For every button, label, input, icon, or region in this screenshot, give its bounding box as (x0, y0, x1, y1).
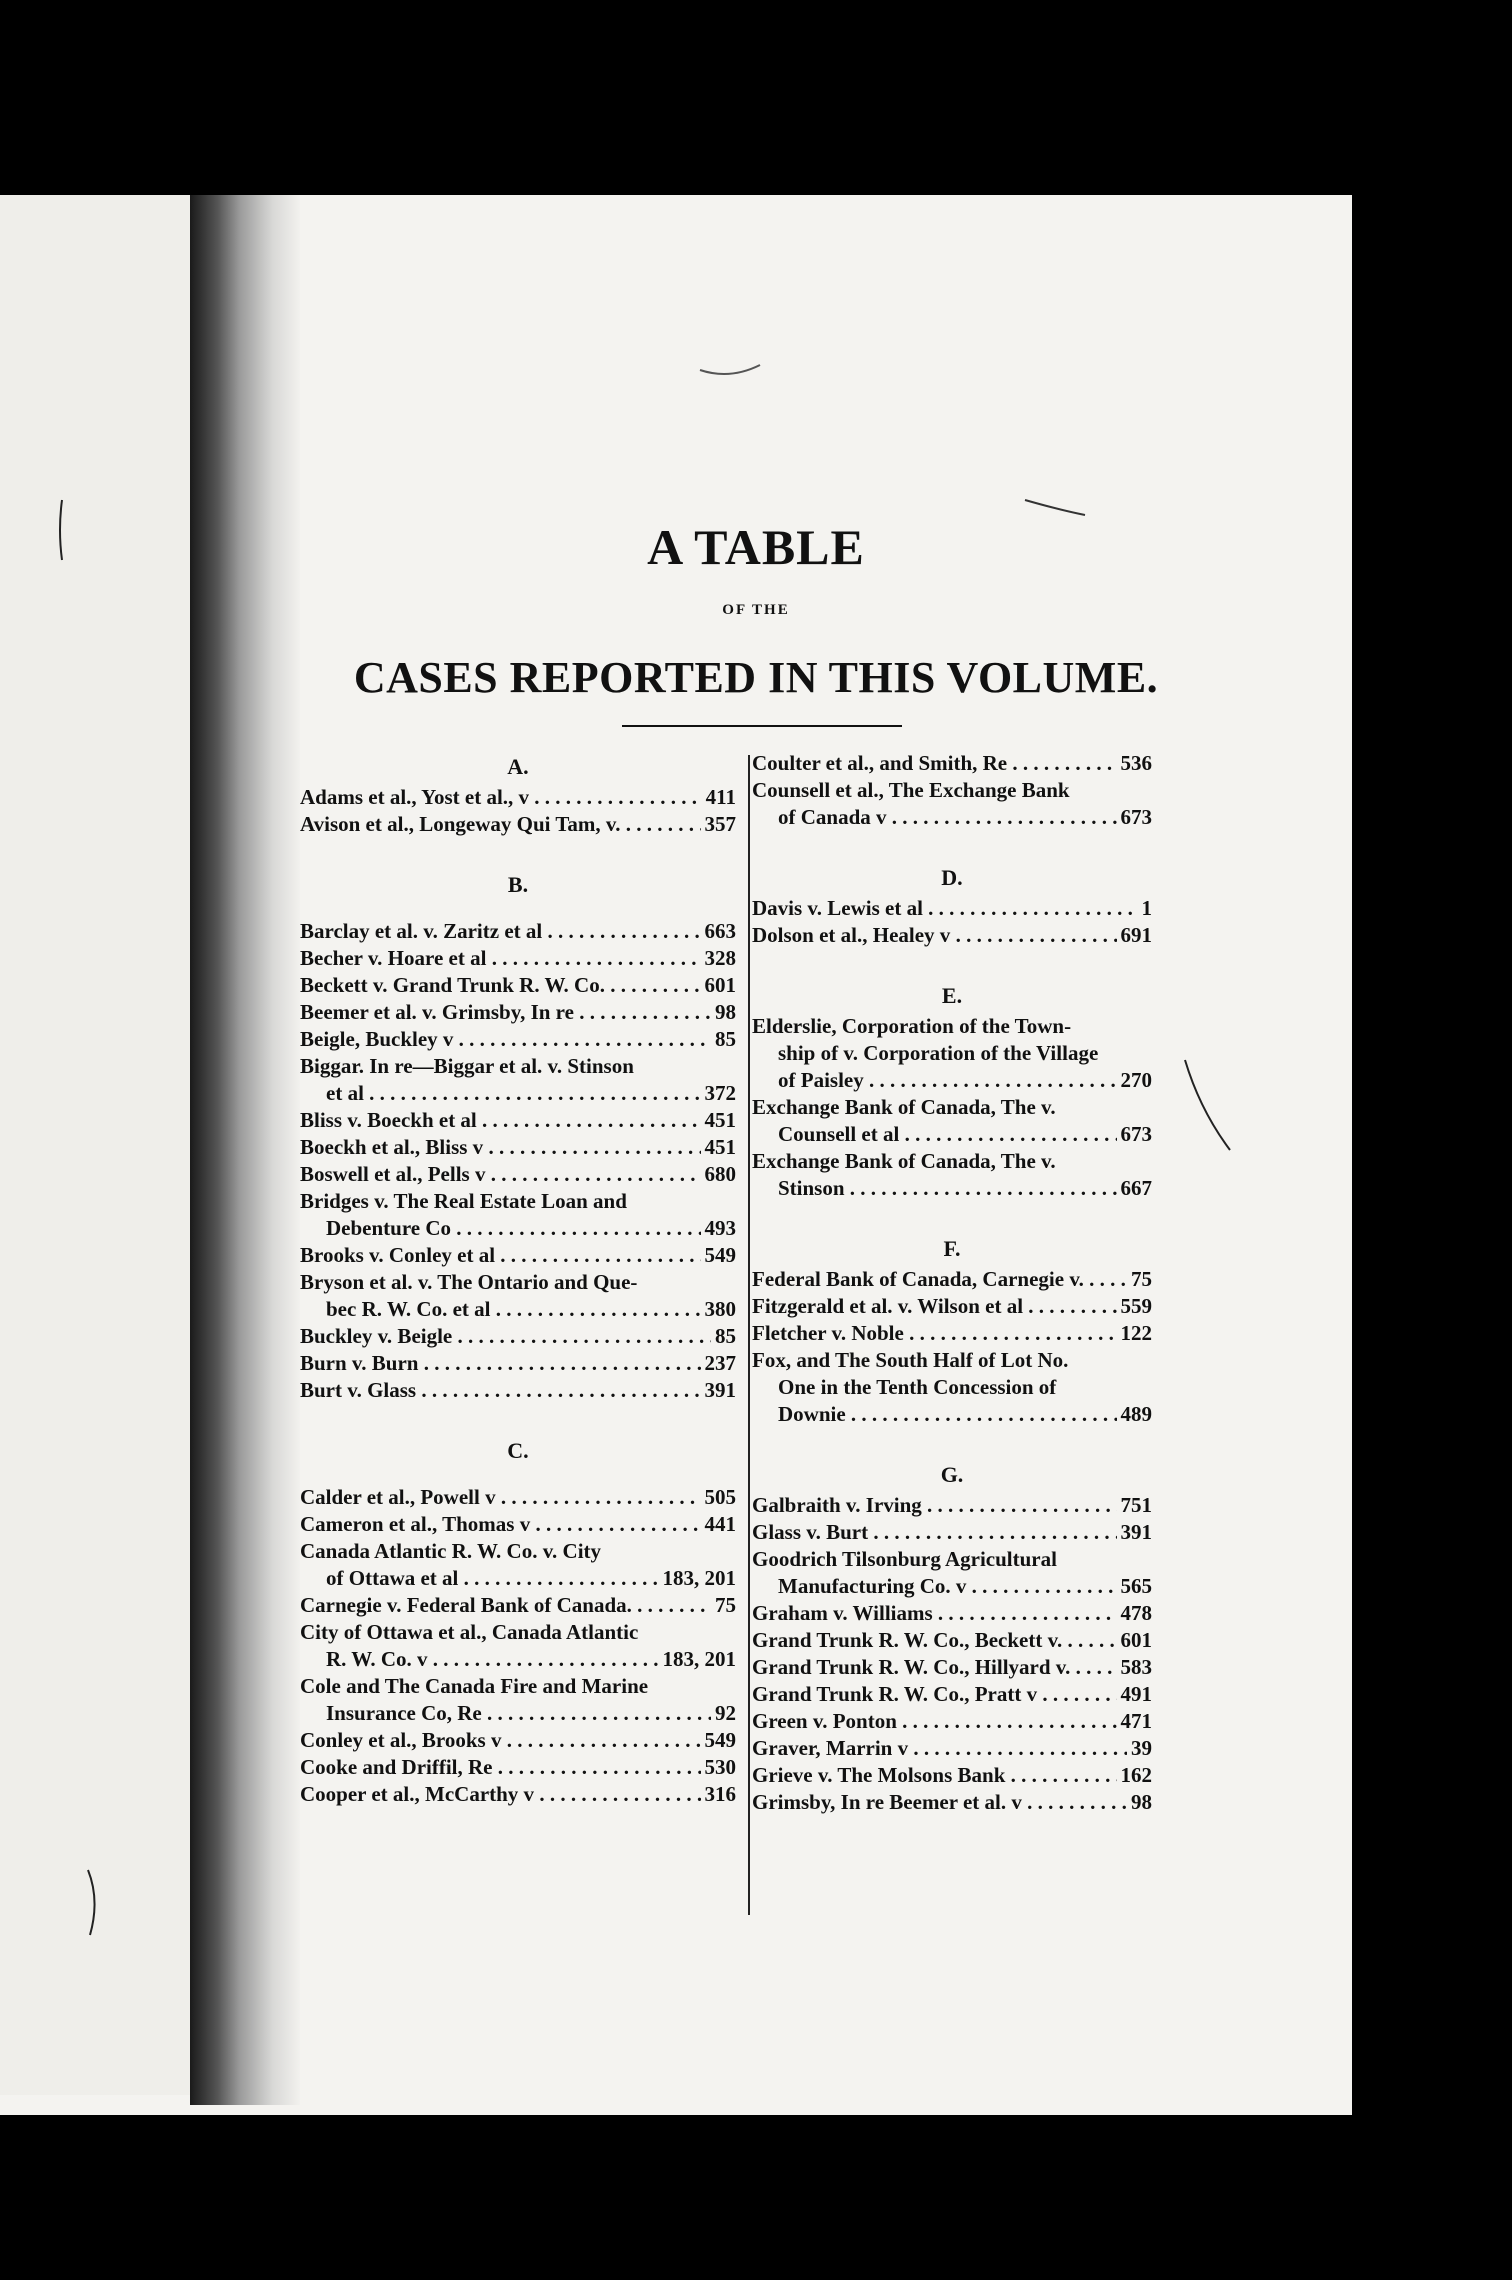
index-entry (752, 1762, 1152, 1789)
case-name-tail: Downie . . . (778, 1401, 1117, 1428)
case-name-cont (300, 1700, 736, 1727)
case-name: Cooper et al., McCarthy v . . . (300, 1781, 701, 1808)
case-name: Brooks v. Conley et al . . . (300, 1242, 701, 1269)
case-name-cont (752, 1121, 1152, 1148)
case-name: Green v. Ponton . . . (752, 1708, 1117, 1735)
index-entry (300, 1026, 736, 1053)
index-entry (300, 1781, 736, 1808)
section-letter: B. (507, 872, 529, 897)
section-gap (300, 838, 736, 868)
index-entry (752, 1492, 1152, 1519)
case-name: Canada Atlantic R. W. Co. v. City (300, 1539, 602, 1563)
case-name-cont (752, 1401, 1152, 1428)
page-number: 1 (1141, 896, 1152, 920)
case-name-cont (300, 1565, 736, 1592)
case-name: Bryson et al. v. The Ontario and Que- (300, 1270, 638, 1294)
case-name: Counsell et al., The Exchange Bank (752, 778, 1070, 802)
section-gap (300, 902, 736, 918)
page-number: 270 (1120, 1068, 1152, 1092)
case-name-tail: et al . . . (326, 1080, 701, 1107)
page-number: 673 (1120, 805, 1152, 829)
page-number: 549 (704, 1728, 736, 1752)
section-gap (752, 1428, 1152, 1458)
index-entry (752, 1013, 1152, 1094)
index-entry (752, 1320, 1152, 1347)
case-name: Biggar. In re—Biggar et al. v. Stinson (300, 1054, 634, 1078)
section-gap (752, 949, 1152, 979)
case-name: Bliss v. Boeckh et al . . . (300, 1107, 701, 1134)
case-name-tail: Counsell et al . . . (778, 1121, 1117, 1148)
page-number: 493 (704, 1216, 736, 1240)
case-name: Grimsby, In re Beemer et al. v . . . (752, 1789, 1127, 1816)
case-name: Davis v. Lewis et al . . . (752, 895, 1138, 922)
case-name: Dolson et al., Healey v . . . (752, 922, 1117, 949)
index-entry (300, 1350, 736, 1377)
case-name: Adams et al., Yost et al., v . . . (300, 784, 702, 811)
page-subtitle: CASES REPORTED IN THIS VOLUME. (353, 653, 1159, 702)
case-name: Boeckh et al., Bliss v . . . (300, 1134, 701, 1161)
index-entry (300, 1107, 736, 1134)
page-number: 441 (704, 1512, 736, 1536)
index-entry (300, 918, 736, 945)
book-spine-shadow (190, 195, 300, 2105)
title-connector: OF THE (722, 602, 790, 618)
page-number: 601 (1120, 1628, 1152, 1652)
page-number: 489 (1120, 1402, 1152, 1426)
case-name: Fox, and The South Half of Lot No. (752, 1348, 1069, 1372)
case-name: Conley et al., Brooks v . . . (300, 1727, 701, 1754)
case-name-tail: Insurance Co, Re . . . (326, 1700, 711, 1727)
case-name: Goodrich Tilsonburg Agricultural (752, 1547, 1057, 1571)
case-name: Becher v. Hoare et al . . . (300, 945, 701, 972)
page-number: 75 (715, 1593, 736, 1617)
case-name-cont (300, 1296, 736, 1323)
index-entry (752, 750, 1152, 777)
case-name: Grand Trunk R. W. Co., Beckett v. . . . (752, 1627, 1117, 1654)
case-name: Boswell et al., Pells v . . . (300, 1161, 701, 1188)
page-number: 680 (704, 1162, 736, 1186)
case-name: Beckett v. Grand Trunk R. W. Co. . . . (300, 972, 701, 999)
case-name-tail: of Ottawa et al . . . (326, 1565, 659, 1592)
page-number: 673 (1120, 1122, 1152, 1146)
page-number: 565 (1120, 1574, 1152, 1598)
case-name: Beigle, Buckley v . . . (300, 1026, 711, 1053)
case-name: Calder et al., Powell v . . . (300, 1484, 701, 1511)
index-entry (300, 784, 736, 811)
page-number: 478 (1120, 1601, 1152, 1625)
index-entry (300, 1754, 736, 1781)
index-entry (300, 1673, 736, 1727)
page-number: 328 (704, 946, 736, 970)
case-name: Avison et al., Longeway Qui Tam, v. . . . (300, 811, 701, 838)
section-letter: E. (941, 983, 963, 1008)
page-number: 601 (704, 973, 736, 997)
index-entry (300, 972, 736, 999)
case-name: Carnegie v. Federal Bank of Canada. . . . (300, 1592, 711, 1619)
left-column (300, 750, 736, 1808)
case-name: Coulter et al., and Smith, Re . . . (752, 750, 1117, 777)
case-name-cont (752, 1175, 1152, 1202)
case-name: Beemer et al. v. Grimsby, In re . . . (300, 999, 711, 1026)
index-entry (300, 1188, 736, 1242)
page-number: 751 (1120, 1493, 1152, 1517)
index-entry (300, 1323, 736, 1350)
page-number: 663 (704, 919, 736, 943)
case-name-cont (300, 1215, 736, 1242)
page-number: 357 (704, 812, 736, 836)
index-entry (752, 1347, 1152, 1428)
page-number: 583 (1120, 1655, 1152, 1679)
case-name-cont (752, 1067, 1152, 1094)
section-letter: F. (943, 1236, 961, 1261)
page-number: 372 (704, 1081, 736, 1105)
index-entry (300, 1727, 736, 1754)
page-number: 391 (704, 1378, 736, 1402)
index-entry (752, 895, 1152, 922)
index-entry (300, 1511, 736, 1538)
case-name-cont (300, 1080, 736, 1107)
index-entry (752, 1789, 1152, 1816)
page-number: 92 (715, 1701, 736, 1725)
case-name-tail: Debenture Co . . . (326, 1215, 701, 1242)
section-letter: D. (941, 865, 963, 890)
section-letter: G. (940, 1462, 964, 1487)
index-entry (300, 1592, 736, 1619)
index-entry (752, 1654, 1152, 1681)
page-number: 39 (1131, 1736, 1152, 1760)
page-number: 237 (704, 1351, 736, 1375)
section-letter: A. (507, 754, 529, 779)
case-name: Graham v. Williams . . . (752, 1600, 1117, 1627)
page-number: 380 (704, 1297, 736, 1321)
case-name: Exchange Bank of Canada, The v. (752, 1149, 1056, 1173)
right-column (752, 750, 1152, 1816)
section-gap (300, 1404, 736, 1434)
page-number: 391 (1120, 1520, 1152, 1544)
case-name: Fitzgerald et al. v. Wilson et al . . . (752, 1293, 1117, 1320)
case-name-tail: Stinson . . . (778, 1175, 1117, 1202)
page-number: 559 (1120, 1294, 1152, 1318)
page-number: 471 (1120, 1709, 1152, 1733)
title-rule (622, 725, 902, 727)
index-entry (300, 1377, 736, 1404)
case-name: Fletcher v. Noble . . . (752, 1320, 1117, 1347)
facing-page-edge (0, 195, 210, 2095)
page-number: 536 (1120, 751, 1152, 775)
page-number: 85 (715, 1324, 736, 1348)
index-entry (752, 1148, 1152, 1202)
case-name-cont: ship of v. Corporation of the Village (778, 1041, 1099, 1065)
case-name: Grieve v. The Molsons Bank . . . (752, 1762, 1117, 1789)
case-name: Grand Trunk R. W. Co., Pratt v . . . (752, 1681, 1117, 1708)
page-number: 183, 201 (662, 1566, 736, 1590)
section-gap (300, 1468, 736, 1484)
case-name-tail: Manufacturing Co. v . . . (778, 1573, 1117, 1600)
index-entry (752, 1094, 1152, 1148)
index-entry (752, 1708, 1152, 1735)
index-entry (300, 1134, 736, 1161)
case-name-cont (752, 804, 1152, 831)
page-number: 316 (704, 1782, 736, 1806)
section-gap (752, 1202, 1152, 1232)
page-number: 549 (704, 1243, 736, 1267)
index-entry (752, 922, 1152, 949)
case-name-tail: of Paisley . . . (778, 1067, 1117, 1094)
case-name-cont (752, 1573, 1152, 1600)
case-name: Galbraith v. Irving . . . (752, 1492, 1117, 1519)
section-gap (752, 831, 1152, 861)
page-number: 411 (705, 785, 736, 809)
page-number: 451 (704, 1135, 736, 1159)
case-name: Bridges v. The Real Estate Loan and (300, 1189, 627, 1213)
index-entry (300, 1242, 736, 1269)
section-letter: C. (507, 1438, 529, 1463)
case-name-tail: bec R. W. Co. et al . . . (326, 1296, 701, 1323)
page-number: 505 (704, 1485, 736, 1509)
page-number: 122 (1120, 1321, 1152, 1345)
case-name: Cameron et al., Thomas v . . . (300, 1511, 701, 1538)
page-title: A TABLE (647, 519, 865, 575)
case-name-cont (300, 1646, 736, 1673)
page-number: 667 (1120, 1176, 1152, 1200)
page-number: 183, 201 (662, 1647, 736, 1671)
index-entry (300, 811, 736, 838)
page-number: 451 (704, 1108, 736, 1132)
case-name: Cooke and Driffil, Re . . . (300, 1754, 701, 1781)
index-entry (752, 1681, 1152, 1708)
index-entry (300, 1619, 736, 1673)
index-entry (752, 1627, 1152, 1654)
index-entry (300, 1538, 736, 1592)
index-entry (300, 945, 736, 972)
index-entry (752, 1600, 1152, 1627)
case-name-tail: R. W. Co. v . . . (326, 1646, 659, 1673)
case-name: Exchange Bank of Canada, The v. (752, 1095, 1056, 1119)
index-entry (300, 1053, 736, 1107)
page-number: 75 (1131, 1267, 1152, 1291)
case-name: Buckley v. Beigle . . . (300, 1323, 711, 1350)
column-divider (748, 755, 750, 1915)
index-entry (752, 1546, 1152, 1600)
page-number: 691 (1120, 923, 1152, 947)
index-entry (752, 777, 1152, 831)
case-name: Burn v. Burn . . . (300, 1350, 701, 1377)
case-name-cont: One in the Tenth Concession of (778, 1375, 1057, 1399)
page-number: 530 (704, 1755, 736, 1779)
case-name: Elderslie, Corporation of the Town- (752, 1014, 1072, 1038)
case-name-tail: of Canada v . . . (778, 804, 1117, 831)
index-entry (300, 1269, 736, 1323)
index-entry (300, 1484, 736, 1511)
case-name: Glass v. Burt . . . (752, 1519, 1117, 1546)
index-entry (752, 1519, 1152, 1546)
index-entry (300, 999, 736, 1026)
index-entry (300, 1161, 736, 1188)
index-entry (752, 1735, 1152, 1762)
index-entry (752, 1293, 1152, 1320)
case-name: City of Ottawa et al., Canada Atlantic (300, 1620, 639, 1644)
page-number: 85 (715, 1027, 736, 1051)
case-name: Barclay et al. v. Zaritz et al . . . (300, 918, 701, 945)
case-name: Graver, Marrin v . . . (752, 1735, 1127, 1762)
case-name: Cole and The Canada Fire and Marine (300, 1674, 649, 1698)
case-name: Burt v. Glass . . . (300, 1377, 701, 1404)
page-number: 98 (1131, 1790, 1152, 1814)
case-name: Grand Trunk R. W. Co., Hillyard v. . . . (752, 1654, 1117, 1681)
page-number: 162 (1120, 1763, 1152, 1787)
page-number: 98 (715, 1000, 736, 1024)
page-number: 491 (1120, 1682, 1152, 1706)
case-name: Federal Bank of Canada, Carnegie v. . . . (752, 1266, 1127, 1293)
index-entry (752, 1266, 1152, 1293)
